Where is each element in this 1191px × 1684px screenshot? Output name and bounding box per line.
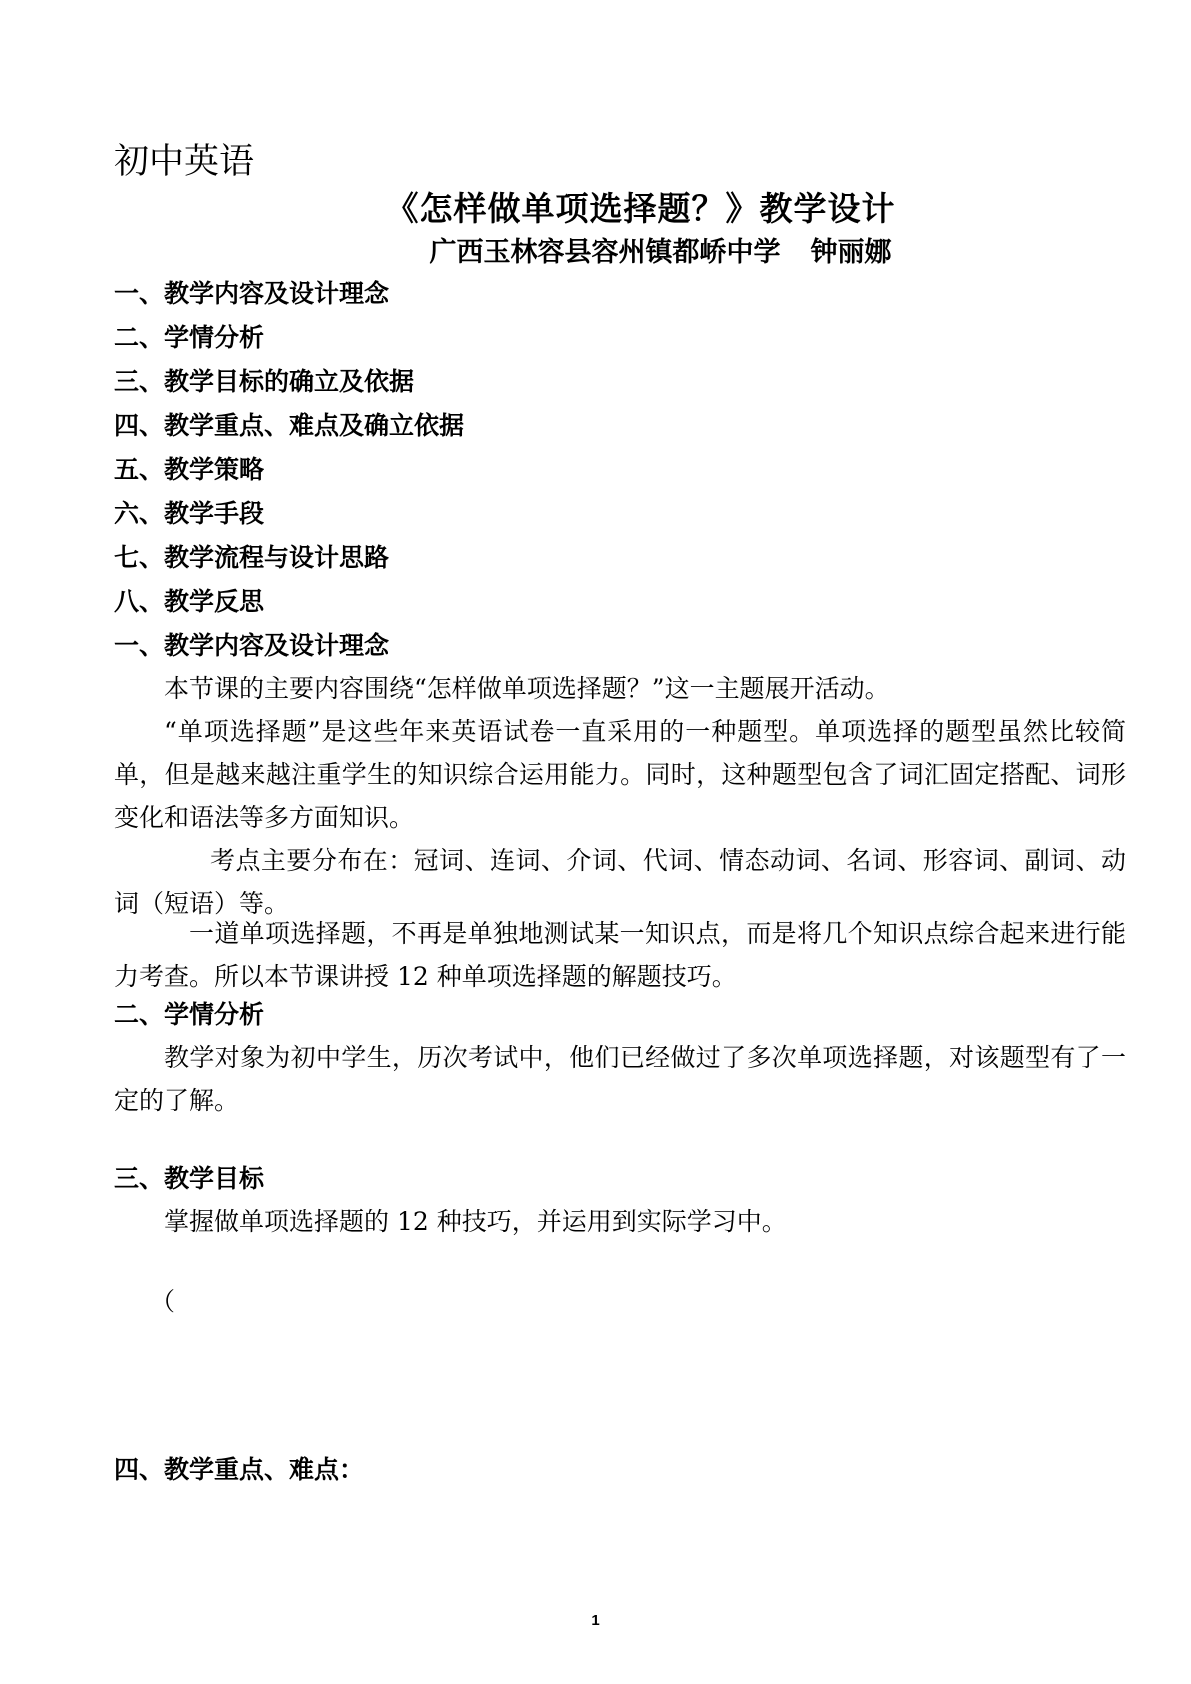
section-heading: 一、教学内容及设计理念 [114,631,390,660]
subject-label: 初中英语 [114,142,255,182]
toc-item: 八、教学反思 [114,587,265,616]
page-number: 1 [591,1612,600,1629]
paragraph: 考点主要分布在：冠词、连词、介词、代词、情态动词、名词、形容词、副词、动词（短语）等。 [114,846,1126,918]
author-line [0,233,1191,273]
toc-item: 六、教学手段 [114,499,265,528]
section-heading: 二、学情分析 [114,1000,265,1029]
toc-item: 二、学情分析 [114,323,265,352]
author-name: 钟丽娜 [810,237,892,268]
toc-item: 五、教学策略 [114,455,265,484]
document-title: 《怎样做单项选择题？》教学设计 [385,189,896,228]
toc-item: 四、教学重点、难点及确立依据 [114,411,465,440]
stray-parenthesis: （ [150,1287,176,1316]
paragraph: 掌握做单项选择题的 12 种技巧，并运用到实际学习中。 [164,1207,787,1236]
section-heading: 三、教学目标 [114,1164,265,1193]
section-heading: 四、教学重点、难点： [114,1455,365,1484]
paragraph: 一道单项选择题，不再是单独地测试某一知识点，而是将几个知识点综合起来进行能力考查。所以本节课讲授 12 种单项选择题的解题技巧。 [114,919,1126,991]
toc-item: 三、教学目标的确立及依据 [114,367,415,396]
table-of-contents [114,272,464,624]
toc-item: 一、教学内容及设计理念 [114,279,390,308]
paragraph: 教学对象为初中学生，历次考试中，他们已经做过了多次单项选择题，对该题型有了一定的了解。 [114,1043,1126,1115]
paragraph: 本节课的主要内容围绕“怎样做单项选择题？”这一主题展开活动。 [164,674,890,703]
toc-item: 七、教学流程与设计思路 [114,543,390,572]
paragraph: “单项选择题”是这些年来英语试卷一直采用的一种题型。单项选择的题型虽然比较简单，但是越来越注重学生的知识综合运用能力。同时，这种题型包含了词汇固定搭配、词形变化和语法等多方面知识。 [114,717,1126,832]
author-school: 广西玉林容县容州镇都峤中学 [429,237,781,268]
